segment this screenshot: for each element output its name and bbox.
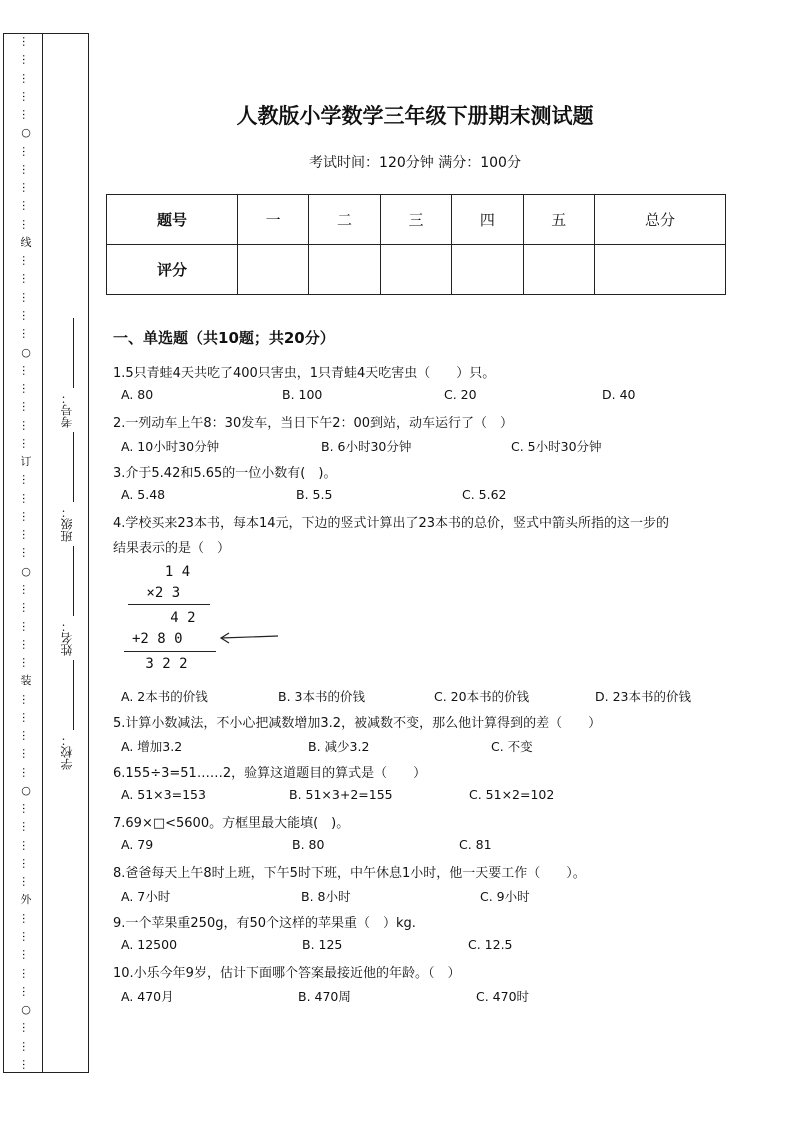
dots-mark: … bbox=[19, 437, 33, 449]
question-7: 7.69×□<5600。方框里最大能填( )。 bbox=[113, 816, 350, 831]
dots-mark: … bbox=[19, 218, 33, 230]
option[interactable]: C. 12.5 bbox=[468, 937, 513, 952]
score-input-cell[interactable] bbox=[595, 245, 726, 295]
dots-mark: … bbox=[19, 638, 33, 650]
exam-number-field[interactable] bbox=[50, 318, 82, 428]
option[interactable]: A. 增加3.2 bbox=[121, 739, 183, 754]
dots-mark: … bbox=[19, 291, 33, 303]
score-header-cell: 三 bbox=[380, 195, 451, 245]
dots-mark: … bbox=[19, 711, 33, 723]
dots-mark: … bbox=[19, 967, 33, 979]
dots-mark: … bbox=[19, 748, 33, 760]
option[interactable]: A. 80 bbox=[121, 387, 154, 402]
arrow-left-icon bbox=[218, 630, 282, 646]
calc-line: +2 8 0 bbox=[132, 631, 183, 647]
dots-mark: … bbox=[19, 912, 33, 924]
option[interactable]: C. 5小时30分钟 bbox=[511, 439, 602, 454]
option[interactable]: B. 减少3.2 bbox=[308, 739, 370, 754]
exam-number-label: 考号： bbox=[59, 392, 74, 428]
dots-mark: … bbox=[19, 620, 33, 632]
option[interactable]: B. 470周 bbox=[298, 989, 351, 1004]
option[interactable]: C. 20本书的价钱 bbox=[434, 689, 530, 704]
dots-mark: … bbox=[19, 383, 33, 395]
option[interactable]: C. 9小时 bbox=[480, 889, 530, 904]
binding-char: 线 bbox=[20, 235, 32, 249]
option[interactable]: B. 6小时30分钟 bbox=[321, 439, 412, 454]
circle-mark-icon: ○ bbox=[21, 126, 31, 140]
dots-mark: … bbox=[19, 657, 33, 669]
score-row-label: 评分 bbox=[107, 245, 238, 295]
name-label: 姓名： bbox=[59, 620, 74, 656]
option[interactable]: A. 5.48 bbox=[121, 487, 166, 502]
option[interactable]: A. 79 bbox=[121, 837, 154, 852]
option[interactable]: C. 20 bbox=[444, 387, 477, 402]
question-3: 3.介于5.42和5.65的一位小数有( )。 bbox=[113, 466, 337, 481]
question-1: 1.5只青蛙4天共吃了400只害虫，1只青蛙4天吃害虫（ ）只。 bbox=[113, 366, 496, 381]
dots-mark: … bbox=[19, 474, 33, 486]
score-header-cell: 四 bbox=[452, 195, 523, 245]
dots-mark: … bbox=[19, 182, 33, 194]
option[interactable]: C. 5.62 bbox=[462, 487, 507, 502]
question-6: 6.155÷3=51……2，验算这道题目的算式是（ ） bbox=[113, 766, 427, 781]
dots-mark: … bbox=[19, 876, 33, 888]
dots-mark: … bbox=[19, 419, 33, 431]
option[interactable]: A. 12500 bbox=[121, 937, 178, 952]
dots-mark: … bbox=[19, 54, 33, 66]
circle-mark-icon: ○ bbox=[21, 564, 31, 578]
school-field[interactable] bbox=[50, 660, 82, 770]
dots-mark: … bbox=[19, 857, 33, 869]
option[interactable]: A. 2本书的价钱 bbox=[121, 689, 208, 704]
score-header-cell: 题号 bbox=[107, 195, 238, 245]
option[interactable]: B. 80 bbox=[292, 837, 325, 852]
question-2: 2.一列动车上午8：30发车，当日下午2：00到站，动车运行了（ ） bbox=[113, 416, 514, 431]
question-5: 5.计算小数减法，不小心把减数增加3.2，被减数不变，那么他计算得到的差（ ） bbox=[113, 716, 602, 731]
question-8: 8.爸爸每天上午8时上班，下午5时下班，中午休息1小时，他一天要工作（ ）。 bbox=[113, 866, 586, 881]
score-input-cell[interactable] bbox=[237, 245, 308, 295]
dots-mark: … bbox=[19, 693, 33, 705]
dots-mark: … bbox=[19, 821, 33, 833]
dots-mark: … bbox=[19, 36, 33, 47]
dots-mark: … bbox=[19, 163, 33, 175]
question-10: 10.小乐今年9岁，估计下面哪个答案最接近他的年龄。（ ） bbox=[113, 966, 461, 981]
score-table-header-row bbox=[107, 195, 726, 245]
score-header-cell: 五 bbox=[523, 195, 594, 245]
option[interactable]: D. 40 bbox=[602, 387, 636, 402]
calc-line: 4 2 bbox=[145, 610, 196, 626]
option[interactable]: A. 470月 bbox=[121, 989, 174, 1004]
dots-mark: … bbox=[19, 492, 33, 504]
dots-mark: … bbox=[19, 328, 33, 340]
cut-line-marks bbox=[16, 36, 36, 1070]
dots-mark: … bbox=[19, 510, 33, 522]
binding-char: 订 bbox=[20, 455, 32, 469]
binding-divider bbox=[42, 34, 43, 1072]
binding-char: 外 bbox=[20, 893, 32, 907]
dots-mark: … bbox=[19, 364, 33, 376]
dots-mark: … bbox=[19, 766, 33, 778]
calc-line: 3 2 2 bbox=[137, 656, 188, 672]
page-title: 人教版小学数学三年级下册期末测试题 bbox=[236, 103, 594, 128]
circle-mark-icon: ○ bbox=[21, 783, 31, 797]
option[interactable]: B. 8小时 bbox=[301, 889, 351, 904]
dots-mark: … bbox=[19, 547, 33, 559]
score-header-cell: 总分 bbox=[595, 195, 726, 245]
dots-mark: … bbox=[19, 145, 33, 157]
dots-mark: … bbox=[19, 90, 33, 102]
dots-mark: … bbox=[19, 931, 33, 943]
section-title: 一、单选题（共10题；共20分） bbox=[113, 329, 335, 347]
score-table bbox=[106, 194, 726, 295]
dots-mark: … bbox=[19, 529, 33, 541]
dots-mark: … bbox=[19, 109, 33, 121]
dots-mark: … bbox=[19, 985, 33, 997]
binding-char: 装 bbox=[20, 674, 32, 688]
dots-mark: … bbox=[19, 949, 33, 961]
score-input-cell[interactable] bbox=[523, 245, 594, 295]
circle-mark-icon: ○ bbox=[21, 1003, 31, 1017]
dots-mark: … bbox=[19, 839, 33, 851]
dots-mark: … bbox=[19, 309, 33, 321]
dots-mark: … bbox=[19, 602, 33, 614]
option[interactable]: A. 51×3=153 bbox=[121, 787, 206, 802]
question-9: 9.一个苹果重250g，有50个这样的苹果重（ ）kg. bbox=[113, 916, 416, 931]
score-header-cell: 一 bbox=[237, 195, 308, 245]
calc-rule bbox=[124, 651, 216, 652]
dots-mark: … bbox=[19, 1058, 33, 1070]
question-4-cont: 结果表示的是（ ） bbox=[113, 541, 231, 556]
score-input-cell[interactable] bbox=[452, 245, 523, 295]
dots-mark: … bbox=[19, 401, 33, 413]
dots-mark: … bbox=[19, 1040, 33, 1052]
option[interactable]: C. 51×2=102 bbox=[469, 787, 555, 802]
name-field[interactable] bbox=[50, 546, 82, 656]
dots-mark: … bbox=[19, 72, 33, 84]
option[interactable]: B. 51×3+2=155 bbox=[289, 787, 393, 802]
exam-info: 考试时间：120分钟 满分：100分 bbox=[309, 155, 521, 171]
option[interactable]: B. 125 bbox=[302, 937, 343, 952]
circle-mark-icon: ○ bbox=[21, 345, 31, 359]
dots-mark: … bbox=[19, 200, 33, 212]
score-table-score-row bbox=[107, 245, 726, 295]
score-input-cell[interactable] bbox=[380, 245, 451, 295]
option[interactable]: B. 100 bbox=[282, 387, 323, 402]
school-label: 学校： bbox=[59, 734, 74, 770]
class-label: 班级： bbox=[59, 506, 74, 542]
option[interactable]: C. 不变 bbox=[491, 739, 533, 754]
question-4: 4.学校买来23本书，每本14元，下边的竖式计算出了23本书的总价，竖式中箭头所指的这一步的 bbox=[113, 516, 670, 531]
option[interactable]: D. 23本书的价钱 bbox=[595, 689, 691, 704]
score-header-cell: 二 bbox=[309, 195, 380, 245]
option[interactable]: B. 3本书的价钱 bbox=[278, 689, 365, 704]
option[interactable]: C. 81 bbox=[459, 837, 492, 852]
dots-mark: … bbox=[19, 730, 33, 742]
option[interactable]: C. 470时 bbox=[476, 989, 530, 1004]
dots-mark: … bbox=[19, 583, 33, 595]
calc-line: ×2 3 bbox=[138, 585, 181, 601]
class-field[interactable] bbox=[50, 432, 82, 542]
option[interactable]: B. 5.5 bbox=[296, 487, 333, 502]
score-input-cell[interactable] bbox=[309, 245, 380, 295]
option[interactable]: A. 10小时30分钟 bbox=[121, 439, 220, 454]
option[interactable]: A. 7小时 bbox=[121, 889, 171, 904]
calc-line: 1 4 bbox=[148, 564, 191, 580]
dots-mark: … bbox=[19, 1022, 33, 1034]
dots-mark: … bbox=[19, 273, 33, 285]
dots-mark: … bbox=[19, 803, 33, 815]
calc-rule bbox=[128, 604, 210, 605]
dots-mark: … bbox=[19, 255, 33, 267]
